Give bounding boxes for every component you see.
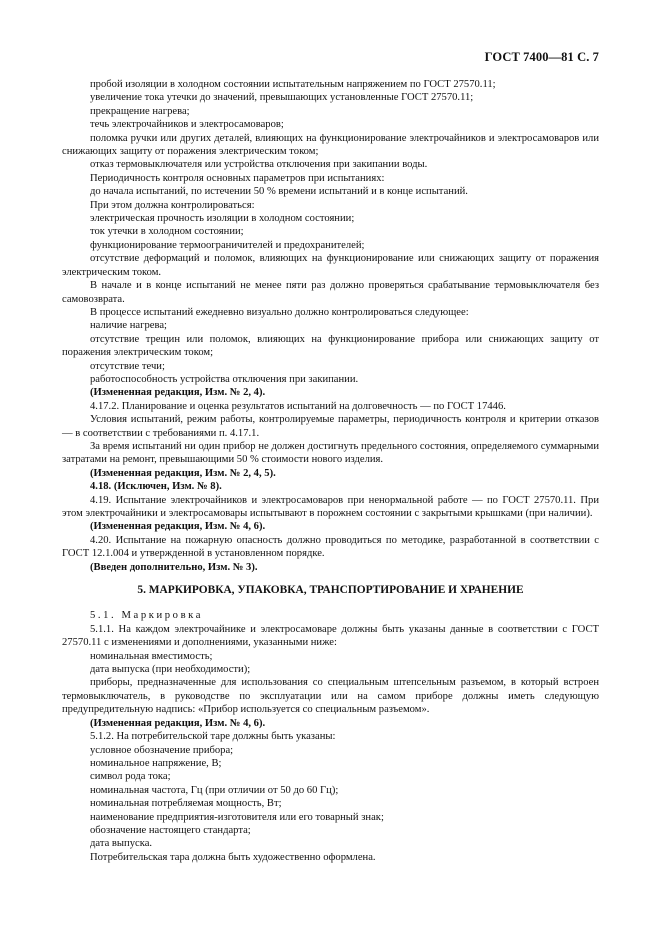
paragraph: номинальное напряжение, В; (90, 757, 222, 769)
paragraph: пробой изоляции в холодном состоянии испытательным напряжением по ГОСТ 27570.11; (90, 79, 496, 90)
paragraph: отсутствие деформаций и поломок, влияющих на функционирование или снижающих защиту от поражения электрическим током. (62, 253, 599, 278)
subsection-label: 5.1. Маркировка (90, 610, 204, 622)
paragraph: обозначение настоящего стандарта; (90, 824, 251, 836)
amendment-note: (Измененная редакция, Изм. № 4, 6). (90, 521, 266, 533)
paragraph: до начала испытаний, по истечении 50 % времени испытаний и в конце испытаний. (90, 186, 468, 198)
paragraph: Периодичность контроля основных параметров при испытаниях: (90, 172, 385, 184)
paragraph: работоспособность устройства отключения при закипании. (90, 373, 359, 385)
paragraph: номинальная вместимость; (90, 650, 213, 662)
paragraph: 4.17.2. Планирование и оценка результатов испытаний на долговечность — по ГОСТ 17446. (90, 400, 506, 412)
paragraph: номинальная потребляемая мощность, Вт; (90, 798, 282, 810)
paragraph: символ рода тока; (90, 771, 171, 783)
paragraph: дата выпуска (при необходимости); (90, 664, 251, 676)
paragraph: 4.19. Испытание электрочайников и электросамоваров при ненормальной работе — по ГОСТ 27570.11. При этом электрочайники и электросамовары испытывают в порожнем состоянии с закрытыми крышками (при наличии). (62, 494, 599, 519)
amendment-note: (Измененная редакция, Изм. № 2, 4). (90, 387, 266, 399)
paragraph: В процессе испытаний ежедневно визуально должно контролироваться следующее: (90, 306, 469, 318)
amendment-note: (Измененная редакция, Изм. № 2, 4, 5). (90, 467, 276, 479)
paragraph: 4.20. Испытание на пожарную опасность должно проводиться по методике, разработанной в соответствии с ГОСТ 12.1.004 и утвержденной в установленном порядке. (62, 534, 599, 560)
section-title: 5. МАРКИРОВКА, УПАКОВКА, ТРАНСПОРТИРОВАНИЕ И ХРАНЕНИЕ (137, 584, 524, 597)
paragraph: 5.1.2. На потребительской таре должны быть указаны: (90, 731, 336, 743)
paragraph: течь электрочайников и электросамоваров; (90, 119, 284, 131)
page-content (62, 78, 599, 864)
amendment-note: (Измененная редакция, Изм. № 4, 6). (90, 717, 266, 729)
page-header: ГОСТ 7400—81 С. 7 (484, 50, 599, 64)
paragraph: Условия испытаний, режим работы, контролируемые параметры, периодичность контроля и критерии отказов — в соответствии с требованиями п. 4.17.1. (62, 414, 599, 439)
paragraph: электрическая прочность изоляции в холодном состоянии; (90, 213, 355, 225)
paragraph: Потребительская тара должна быть художественно оформлена. (90, 851, 376, 863)
paragraph: ток утечки в холодном состоянии; (90, 226, 244, 238)
paragraph: поломка ручки или других деталей, влияющих на функционирование электрочайников и электросамоваров или снижающих защиту от поражения электрическим током; (62, 132, 599, 158)
paragraph: отсутствие трещин или поломок, влияющих на функционирование прибора или снижающих защиту от поражения электрическим током; (62, 333, 599, 359)
paragraph: дата выпуска. (90, 838, 153, 850)
paragraph: отсутствие течи; (90, 360, 165, 372)
paragraph: отказ термовыключателя или устройства отключения при закипании воды. (90, 159, 428, 171)
paragraph: За время испытаний ни один прибор не должен достигнуть предельного состояния, определяемого суммарными затратами на ремонт, превышающими 50 % стоимости нового изделия. (62, 440, 599, 466)
paragraph: условное обозначение прибора; (90, 744, 234, 756)
paragraph: приборы, предназначенные для использования со специальным штепсельным разъемом, в который встроен термовыключатель, в руководстве по эксплуатации или на самом приборе должны иметь следующую предупредительную надпись: «Прибор используется со специальным разъемом». (62, 677, 599, 716)
paragraph: увеличение тока утечки до значений, превышающих установленные ГОСТ 27570.11; (90, 92, 474, 104)
paragraph: прекращение нагрева; (90, 105, 190, 117)
paragraph: В начале и в конце испытаний не менее пяти раз должно проверяться срабатывание термовыключателя без самовозврата. (62, 280, 599, 305)
clauses-4-17-to-4-20 (62, 78, 599, 574)
paragraph: номинальная частота, Гц (при отличии от 50 до 60 Гц); (90, 784, 339, 796)
paragraph: При этом должна контролироваться: (90, 199, 255, 211)
amendment-note: 4.18. (Исключен, Изм. № 8). (90, 481, 222, 493)
paragraph: 5.1.1. На каждом электрочайнике и электросамоваре должны быть указаны данные в соответствии с ГОСТ 27570.11 с изменениями и дополнениями, указанными ниже: (62, 623, 599, 649)
clauses-5-1 (62, 623, 599, 864)
amendment-note: (Введен дополнительно, Изм. № 3). (90, 561, 258, 573)
paragraph: наличие нагрева; (90, 320, 167, 332)
paragraph: функционирование термоограничителей и предохранителей; (90, 239, 365, 251)
paragraph: наименование предприятия-изготовителя или его товарный знак; (90, 811, 384, 823)
